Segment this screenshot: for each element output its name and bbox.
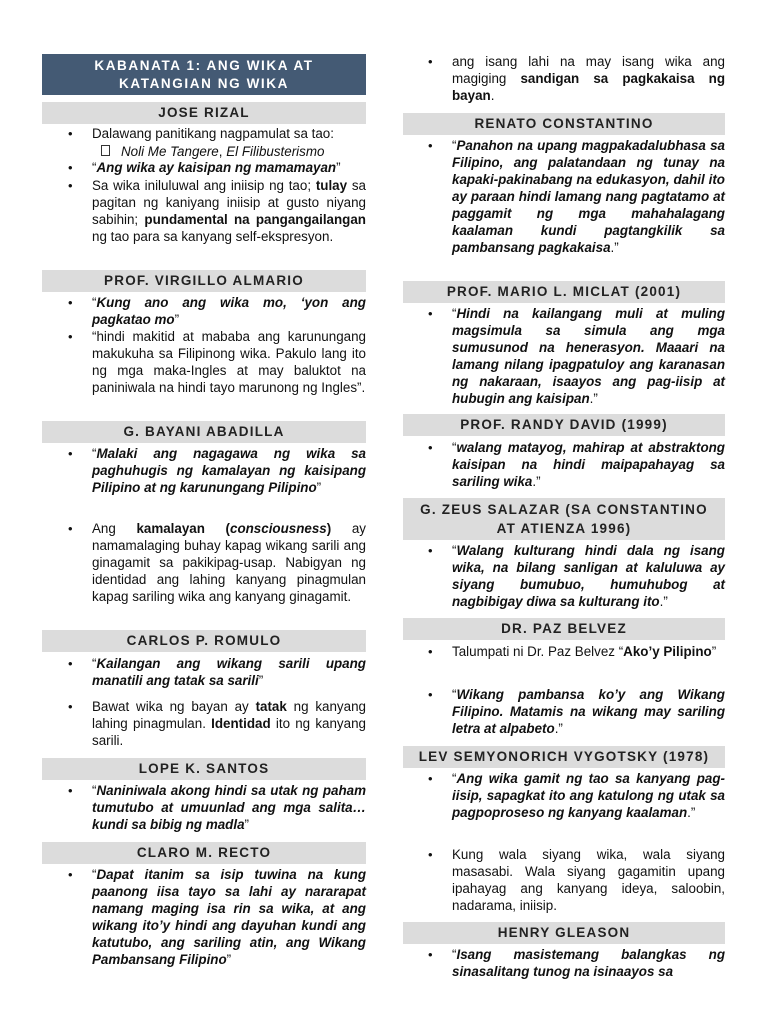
heading-recto: CLARO M. RECTO [42,842,366,864]
quote-open: “ [452,687,457,702]
quote-close: .” [610,240,619,255]
chapter-title-line1: KABANATA 1: ANG WIKA AT [94,58,314,73]
rizal-b3-b: tulay [315,178,348,193]
belvez-b1-b: Ako’y Pilipino [623,644,712,659]
quote-close: .” [554,721,563,736]
quote-close: .” [589,391,598,406]
continuation-bullet [452,53,725,104]
novel-noli: Noli Me Tangere [121,144,219,159]
heading-miclat: PROF. MARIO L. MICLAT (2001) [403,281,725,303]
cont-b: sandigan sa pagkakaisa ng bayan [452,71,725,103]
quote-open: “ [92,656,97,671]
romulo-bullet-2 [92,698,366,749]
vygotsky-bullet-1 [452,770,725,821]
quote-open: “ [92,867,97,882]
romulo-b2-c: ng kanyang lahing pinagmulan. [92,699,366,731]
rizal-b3-a: Sa wika iniluluwal ang iniisip ng tao; [92,178,312,193]
vygotsky-quote: Ang wika gamit ng tao sa kanyang pag-iisip, sapagkat ito ang katulong ng utak sa pagpoproseso ng kanyang kaalaman [452,771,725,820]
gleason-quote: Isang masistemang balangkas ng sinasalitang tunog na isinaayos sa [452,947,725,979]
quote-open: “ [92,295,97,310]
romulo-b2-a: Bawat wika ng bayan ay [92,699,249,714]
gleason-bullet-1 [452,946,725,980]
rizal-b3-e: ng tao para sa kanyang self-ekspresyon. [92,229,334,244]
heading-constantino: RENATO CONSTANTINO [403,113,725,135]
heading-david: PROF. RANDY DAVID (1999) [403,414,725,436]
quote-open: “ [452,543,457,558]
abadilla-b2-a: Ang [92,521,116,536]
belvez-bullet-1 [452,643,725,660]
cont-c: . [490,88,495,103]
rizal-quote: Ang wika ay kaisipan ng mamamayan [96,160,337,175]
chapter-title-line2: KATANGIAN NG WIKA [119,76,289,91]
checkbox-icon [101,145,110,156]
romulo-b2-b: tatak [255,699,287,714]
constantino-quote: Panahon na upang magpakadalubhasa sa Filipino, ang palatandaan ng tunay na kapaki-pakinabang na edukasyon, dahil ito ay paraan hindi lamang nang pagtatamo at paggamit ng mga mahahalagang kaalaman kundi pagtangkilik sa pambansang pagkakaisa [452,138,725,255]
abadilla-b2-d: ) [326,521,332,536]
quote-close: ” [226,952,232,967]
rizal-bullet-3 [92,177,366,245]
salazar-bullet-1 [452,542,725,610]
romulo-bullet-1 [92,655,366,689]
david-quote: walang matayog, mahirap at abstraktong kaisipan na hindi maipapahayag sa sariling wika [452,440,725,489]
romulo-b2-e: ito ng kanyang sarili. [92,716,366,748]
cont-a: ang isang lahi na may isang wika ang magiging [452,54,725,86]
almario-bullet-2: • “hindi makitid at mababa ang karunungang makukuha sa Filipinong wika. Pakulo lang ito ng mga maka-Ingles at may baluktot na paniniwala na hindi tayo marunong ng Ingles”. [92,328,366,396]
quote-open: “ [452,306,457,321]
recto-quote: Dapat itanim sa isip tuwina na kung paanong iisa tayo sa lahi ay nararapat namang maging isa rin sa wika, at ang wikang ito’y hindi ang dayuhan kundi ang katutubo, ang sariling atin, ang Wikang Pambansang Filipino [92,867,366,967]
quote-close: .” [659,594,668,609]
abadilla-bullet-2 [92,520,366,605]
abadilla-b2-c: consciousness [230,521,327,536]
heading-jose-rizal: JOSE RIZAL [42,102,366,124]
rizal-b3-c: sa pagitan ng kaniyang iniisip at gusto niyang sabihin; [92,178,366,227]
abadilla-b2-b: kamalayan ( [136,521,230,536]
rizal-bullet-1 [92,125,366,142]
miclat-quote: Hindi na kailangang muli at muling magsimula sa simula ang mga sumusunod na henerasyon. Maaari na lamang nilang ipagpatuloy ang karanasan ng nakaraan, isaayos ang pag-iisip at hubugin ang kaisipan [452,306,725,406]
heading-belvez: DR. PAZ BELVEZ [403,618,725,640]
belvez-bullet-2 [452,686,725,737]
almario-quote: Kung ano ang wika mo, ‘yon ang pagkatao mo [92,295,366,327]
quote-close: ” [174,312,180,327]
abadilla-bullet-1 [92,445,366,496]
david-bullet-1 [452,439,725,490]
quote-open: “ [92,446,97,461]
santos-quote: Naniniwala akong hindi sa utak ng paham tumutubo at umuunlad ang mga salita… kundi sa bibig ng madla [92,783,366,832]
heading-gleason: HENRY GLEASON [403,922,725,944]
belvez-quote: Wikang pambansa ko’y ang Wikang Filipino. Matamis na wikang may sariling letra at alpabeto [452,687,725,736]
santos-bullet-1 [92,782,366,833]
quote-open: “ [452,947,457,962]
quote-open: “ [452,771,457,786]
romulo-b2-d: Identidad [211,716,271,731]
belvez-b1-a: Talumpati ni Dr. Paz Belvez “ [452,644,624,659]
miclat-bullet-1 [452,305,725,407]
romulo-quote: Kailangan ang wikang sarili upang manatili ang tatak sa sarili [92,656,366,688]
quote-close: ” [336,160,341,175]
quote-close: ” [316,480,322,495]
chapter-title [42,54,366,95]
rizal-bullet-1-text: Dalawang panitikang nagpamulat sa tao: [92,126,334,141]
abadilla-b2-e: ay namamalaging buhay kapag wikang sarili ang ginagamit sa pakikipag-usap. Nabigyan ng identidad ang lahing kanyang pinagmulan kapag sariling wika ang kanyang ginagamit. [92,521,366,604]
almario-bullet-1 [92,294,366,328]
quote-open: “ [92,783,97,798]
heading-vygotsky: LEV SEMYONORICH VYGOTSKY (1978) [403,746,725,768]
salazar-quote: Walang kulturang hindi dala ng isang wika, na bilang sanligan at kaluluwa ay siyang bumubuo, humuhubog at nagbibigay diwa sa kulturang ito [452,543,725,609]
novel-separator: , [218,144,227,159]
salazar-name-line1: G. ZEUS SALAZAR (SA CONSTANTINO [420,502,708,517]
quote-open: “ [452,138,457,153]
heading-salazar [403,498,725,540]
quote-open: “ [452,440,457,455]
rizal-sub-item [121,143,366,160]
constantino-bullet-1 [452,137,725,256]
recto-bullet-1 [92,866,366,968]
quote-close: ” [258,673,264,688]
abadilla-quote: Malaki ang nagagawa ng wika sa paghuhugis ng kamalayan ng kaisipang Pilipino at ng karunungang Pilipino [92,446,366,495]
vygotsky-bullet-2: • Kung wala siyang wika, wala siyang masasabi. Wala siyang gagamitin upang ipahayag ang kanyang ideya, saloobin, nadarama, iniisip. [452,846,725,914]
salazar-name-line2: AT ATIENZA 1996) [496,521,632,536]
quote-open: “ [92,160,97,175]
belvez-b1-c: ” [711,644,717,659]
rizal-b3-d: pundamental na pangangailangan [144,212,366,227]
heading-romulo: CARLOS P. ROMULO [42,630,366,652]
heading-abadilla: G. BAYANI ABADILLA [42,421,366,443]
rizal-bullet-2 [92,159,366,176]
quote-close: ” [244,817,249,832]
heading-almario: PROF. VIRGILLO ALMARIO [42,270,366,292]
quote-close: .” [532,474,541,489]
heading-santos: LOPE K. SANTOS [42,758,366,780]
quote-close: .” [687,805,696,820]
novel-fili: El Filibusterismo [226,144,325,159]
